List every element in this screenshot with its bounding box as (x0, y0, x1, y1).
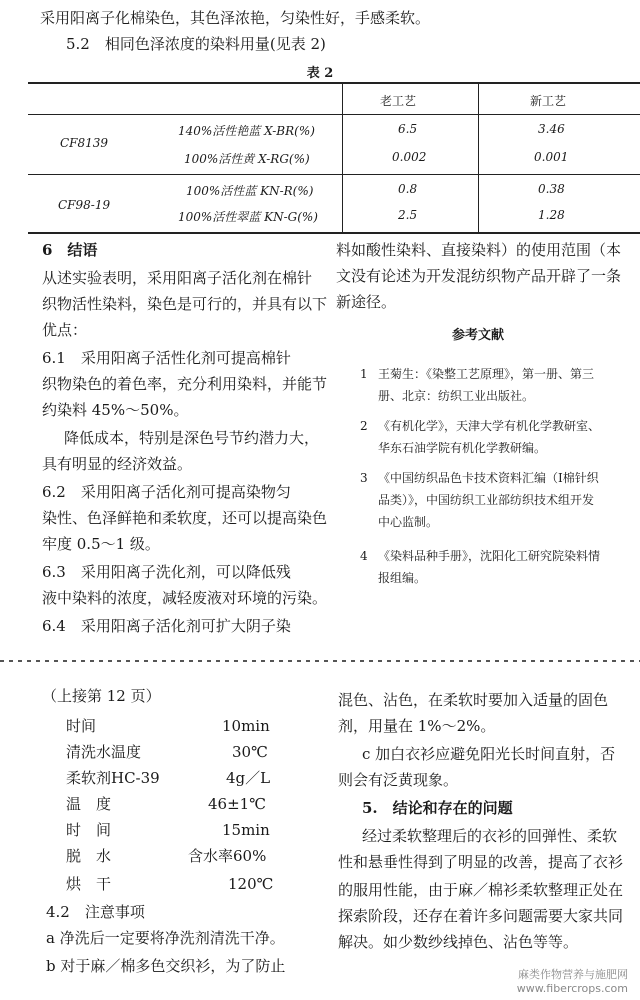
param-value: 46±1℃ (208, 795, 266, 813)
section-separator (0, 660, 640, 662)
param-label: 时 间 (66, 821, 112, 839)
table-dye-name: 100%活性蓝 KN-R(%) (186, 184, 314, 198)
table-top-rule (28, 82, 640, 84)
reference-line: 册、北京：纺织工业出版社。 (378, 389, 535, 403)
table-old-value: 6.5 (398, 122, 418, 136)
paragraph-line: 料如酸性染料、直接染料）的使用范围（本 (336, 241, 622, 259)
table-header-rule (28, 114, 640, 115)
table-new-value: 0.001 (534, 150, 569, 164)
param-value: 10min (222, 717, 270, 735)
param-label: 脱 水 (66, 847, 112, 865)
reference-number: 1 (360, 367, 368, 381)
paragraph-line: 优点： (42, 321, 88, 339)
paragraph-line: c 加白衣衫应避免阳光长时间直射，否 (362, 745, 616, 763)
paragraph-line: 则会有泛黄现象。 (338, 771, 459, 789)
param-label: 烘 干 (66, 875, 112, 893)
param-value: 含水率60% (188, 847, 267, 865)
watermark-url: www.fibercrops.com (516, 982, 628, 995)
paragraph-line: 新途径。 (336, 293, 397, 311)
section-5-2-heading: 5.2 相同色泽浓度的染料用量(见表 2) (66, 35, 326, 53)
param-value: 4g／L (226, 769, 271, 787)
table-new-value: 3.46 (538, 122, 565, 136)
references-title: 参考文献 (452, 328, 505, 343)
table-title: 表 2 (306, 66, 334, 81)
paragraph-line: 从述实验表明，采用阳离子活化剂在棉针 (42, 269, 313, 287)
reference-line: 《有机化学》，天津大学有机化学教研室、 (378, 419, 601, 433)
paragraph-line: 6.4 采用阳离子活化剂可扩大阴子染 (42, 617, 291, 635)
paragraph-line: 剂，用量在 1%～2%。 (338, 717, 496, 735)
reference-line: 华东石油学院有机化学教研编。 (378, 441, 547, 455)
paragraph-line: 6.3 采用阳离子洗化剂，可以降低残 (42, 563, 291, 581)
param-value: 30℃ (232, 743, 268, 761)
paragraph-line: 文没有论述为开发混纺织物产品开辟了一条 (336, 267, 622, 285)
table-group-label: CF98-19 (58, 198, 111, 212)
section-4-2-heading: 4.2 注意事项 (46, 903, 145, 921)
table-col-divider-2 (478, 84, 479, 232)
table-dye-name: 140%活性艳蓝 X-BR(%) (178, 124, 315, 138)
reference-line: 品类）》，中国纺织工业部纺织技术组开发 (378, 493, 595, 507)
reference-line: 中心监制。 (378, 515, 439, 529)
paragraph-line: 性和悬垂性得到了明显的改善，提高了衣衫 (338, 853, 624, 871)
reference-line: 《染料品种手册》，沈阳化工研究院染料情 (378, 549, 601, 563)
paragraph-line: 6.2 采用阳离子活化剂可提高染物匀 (42, 483, 291, 501)
paragraph-line: 混色、沾色，在柔软时要加入适量的固色 (338, 691, 609, 709)
param-value: 120℃ (228, 875, 274, 893)
watermark-site-name: 麻类作物营养与施肥网 (518, 968, 628, 981)
param-label: 时间 (66, 717, 97, 735)
table-header-new: 新工艺 (530, 94, 567, 108)
param-label: 温 度 (66, 795, 112, 813)
section-6-heading: 6 结语 (42, 241, 98, 259)
param-label: 清洗水温度 (66, 743, 142, 761)
param-label: 柔软剂HC-39 (66, 769, 160, 787)
paragraph-line: 探索阶段，还存在着许多问题需要大家共同 (338, 907, 624, 925)
paragraph-line: 经过柔软整理后的衣衫的回弹性、柔软 (362, 827, 618, 845)
table-new-value: 0.38 (538, 182, 565, 196)
paragraph-line: 染性、色泽鲜艳和柔软度，还可以提高染色 (42, 509, 328, 527)
reference-line: 报组编。 (378, 571, 427, 585)
paragraph-line: 具有明显的经济效益。 (42, 455, 193, 473)
paragraph-line: 降低成本，特别是深色号节约潜力大， (64, 429, 320, 447)
paragraph-line: 织物活性染料，染色是可行的，并具有以下 (42, 295, 328, 313)
table-bottom-rule (28, 232, 640, 234)
paragraph-line: 6.1 采用阳离子活性化剂可提高棉针 (42, 349, 291, 367)
reference-number: 4 (360, 549, 368, 563)
note-b: b 对于麻／棉多色交织衫，为了防止 (46, 957, 286, 975)
section-5-heading: 5. 结论和存在的问题 (362, 799, 513, 817)
table-col-divider-1 (342, 84, 343, 232)
paragraph-line: 解决。如少数纱线掉色、沾色等等。 (338, 933, 579, 951)
table-dye-name: 100%活性翠蓝 KN-G(%) (178, 210, 318, 224)
continued-from-note: （上接第 12 页） (42, 687, 161, 705)
paragraph-line: 的服用性能，由于麻／棉衫柔软整理正处在 (338, 881, 624, 899)
table-old-value: 0.8 (398, 182, 418, 196)
table-new-value: 1.28 (538, 208, 565, 222)
paragraph-line: 牢度 0.5～1 级。 (42, 535, 160, 553)
paragraph-line: 约染料 45%～50%。 (42, 401, 189, 419)
param-value: 15min (222, 821, 270, 839)
table-group-label: CF8139 (60, 136, 109, 150)
table-dye-name: 100%活性黄 X-RG(%) (184, 152, 310, 166)
paragraph-line: 液中染料的浓度，减轻废液对环境的污染。 (42, 589, 328, 607)
table-header-old: 老工艺 (380, 94, 417, 108)
table-old-value: 0.002 (392, 150, 427, 164)
table-group-rule (28, 174, 640, 175)
reference-line: 王菊生：《染整工艺原理》，第一册、第三 (378, 367, 595, 381)
paragraph-line: 织物染色的着色率，充分利用染料，并能节 (42, 375, 328, 393)
intro-line: 采用阳离子化棉染色，其色泽浓艳，匀染性好，手感柔软。 (40, 9, 431, 27)
table-old-value: 2.5 (398, 208, 418, 222)
reference-line: 《中国纺织品色卡技术资料汇编（Ⅰ棉针织 (378, 471, 599, 485)
note-a: a 净洗后一定要将净洗剂清洗干净。 (46, 929, 285, 947)
reference-number: 2 (360, 419, 368, 433)
reference-number: 3 (360, 471, 368, 485)
